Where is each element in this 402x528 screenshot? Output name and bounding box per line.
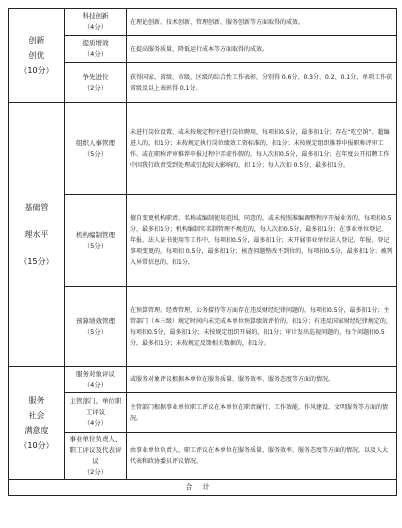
table-row <box>9 287 397 367</box>
item-name: 服务对象评议 <box>76 369 115 378</box>
evaluation-table <box>8 8 397 496</box>
standard-cell: 获得国家、省级、市级、区级的综合性工作表彰，分别得 0.6分、0.3分、0.2、0.1分，单项工作获省级及以上表彰得 0.1分。 <box>127 63 397 103</box>
item-points: （2分） <box>83 83 108 92</box>
item-name: 提质增效 <box>82 39 109 47</box>
table-row <box>9 195 397 287</box>
category-label: 服务 <box>28 396 45 405</box>
item-cell <box>65 63 127 103</box>
table-row <box>9 433 397 480</box>
standard-cell: 由事业单位负责人、职工评议在本单位在服务质量、服务效率、服务态度等方面的情况，以及人大代表和政协委员评议情况。 <box>127 433 397 480</box>
total-label: 合计 <box>9 480 397 496</box>
item-points: （4分） <box>83 23 108 31</box>
table-row <box>9 367 397 393</box>
total-row <box>9 480 397 496</box>
item-cell <box>65 393 127 433</box>
category-label: 创新 <box>28 36 45 45</box>
category-points: （15分） <box>19 257 54 266</box>
item-name: 事业单位负责人、职工评议及代表评议 <box>69 435 122 465</box>
standard-cell: 在理论创新、技术创新、管理创新、服务创新等方面取得的成效。 <box>127 9 397 36</box>
standard-cell: 主管部门根据事业单位职工评议在本单位在职责履行、工作效能、作风建设、文明服务等方面的情况。 <box>127 393 397 433</box>
item-name: 预算绩效管理 <box>76 316 115 325</box>
item-cell <box>65 9 127 36</box>
item-cell <box>65 433 127 480</box>
standard-cell: 或服务对象评议根据本单位在服务质量、服务效率、服务态度等方面的情况。 <box>127 367 397 393</box>
item-points: （4分） <box>83 419 108 427</box>
category-label: 创优 <box>28 51 45 60</box>
item-points: （4分） <box>83 50 108 58</box>
category-basic-management <box>9 103 65 367</box>
table-row <box>9 393 397 433</box>
category-label: 基础管 <box>24 203 49 212</box>
item-cell <box>65 287 127 367</box>
category-satisfaction <box>9 367 65 480</box>
item-name: 主管部门、单位职工评议 <box>69 397 122 416</box>
standard-cell: 未进行岗位设置、或未按规定程序进行岗位聘用，每项扣0.5分，最多扣1分；存在“吃空饷”、超编进人的，扣1分；未按规定执行岗位绩效工资标准的，扣1分；未按规定组织推荐申报职称评审工作、或在职称评审推荐申报过程中弄虚作假的，每人次扣0.5分，最多扣1分；在年度公开招聘工作中因我行政责受到处理或引起较大影响的，扣 1分；每人次扣 0.5分，最多扣1分。 <box>127 103 397 195</box>
item-name: 争先进位 <box>82 72 109 81</box>
category-innovation <box>9 9 65 103</box>
standard-cell: 在提高服务质量、降低运行成本等方面取得的成效。 <box>127 36 397 63</box>
item-name: 科技创新 <box>82 12 109 20</box>
item-cell <box>65 36 127 63</box>
item-cell <box>65 367 127 393</box>
item-points: （5分） <box>83 327 108 336</box>
standard-cell: 在预算管理、经费管理、公务接待等方面存在违反财经纪律问题的，每项扣0.5分，最多扣1分；主管部门（本三级）规定时间内未完成本单位预算绩效评价的，扣1分；有违反国家财经纪律规定的，每项扣0.5分，最多扣1分；未按规定组织开展的，扣1分；审计发出巡视问题的，每个问题扣0.5分，最多扣1分；未按规定反馈相关数据的，扣1分。 <box>127 287 397 367</box>
item-cell <box>65 195 127 287</box>
item-cell <box>65 103 127 195</box>
category-points: （10分） <box>19 66 54 75</box>
item-points: （2分） <box>83 468 108 476</box>
table-row <box>9 36 397 63</box>
item-points: （5分） <box>83 149 108 158</box>
item-name: 机构编制管理 <box>76 230 115 239</box>
table-row <box>9 9 397 36</box>
item-points: （5分） <box>83 241 108 250</box>
category-label: 满意度 <box>24 426 49 435</box>
category-label: 理水平 <box>24 230 49 239</box>
table-row <box>9 63 397 103</box>
standard-cell: 擅自变更机构职责、名称或编制使用范围，同意的，或未按照准编调整程序开展业务的，每项扣0.5分，最多扣1分；机构编制实名制管理不规范的，每人次扣0.5分，最多扣1分；在事业单位登记、年报、法人证书使用等工作中，每项扣0.5分，最多扣1分；未开展事业单位法人登记、年报、登记事项变更的，每项扣 0.5分，最多扣1分；核查问题整改不到位的，每项扣0.5分，最多扣1分；被列入异常信息的，扣1分。 <box>127 195 397 287</box>
category-points: （10分） <box>19 441 54 450</box>
table-row <box>9 103 397 195</box>
item-name: 组织人事管理 <box>76 138 115 147</box>
category-label: 社会 <box>28 411 45 420</box>
item-points: （4分） <box>83 380 108 389</box>
